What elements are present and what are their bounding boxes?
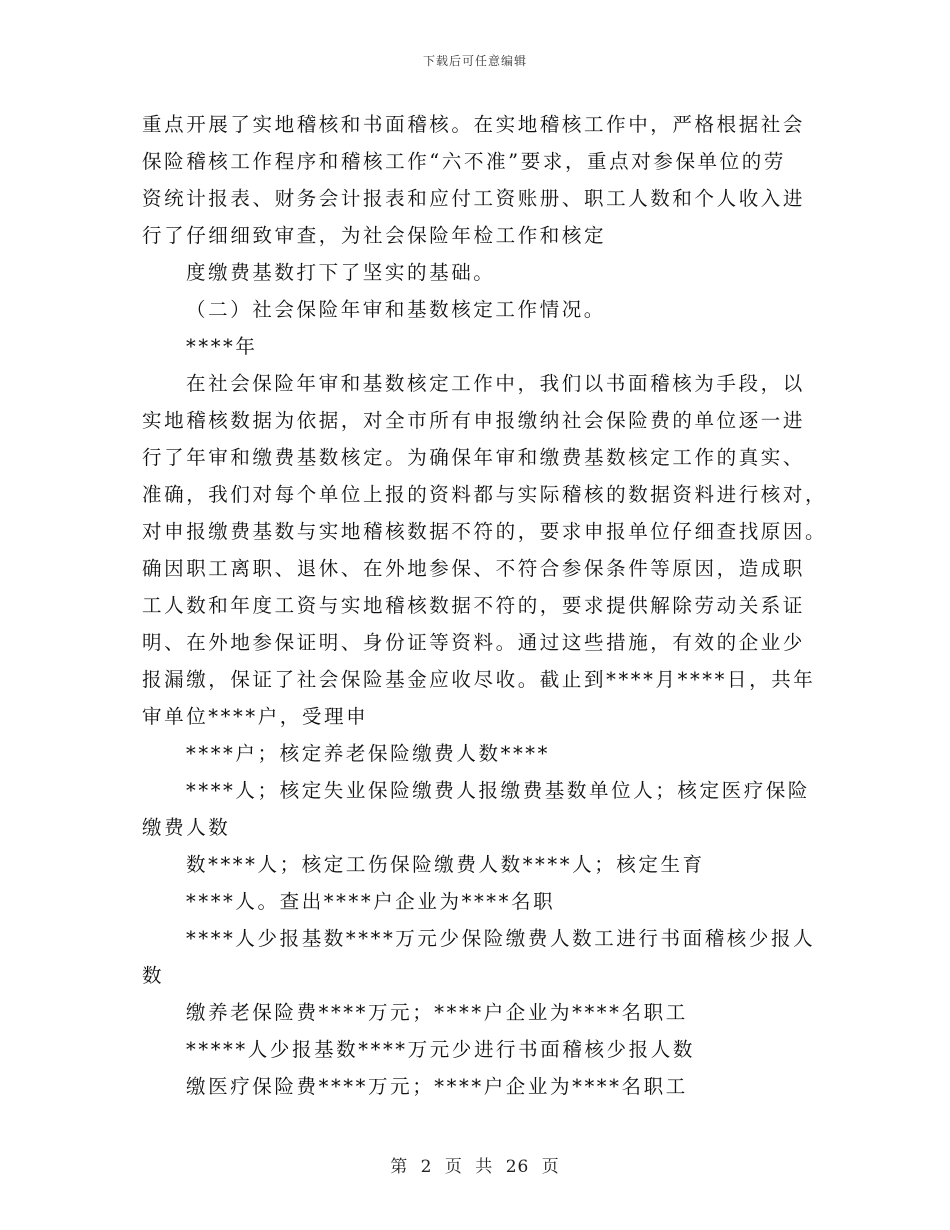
body-line: ****年	[186, 335, 258, 358]
body-line: 重点开展了实地稽核和书面稽核。在实地稽核工作中，严格根据社会	[142, 113, 806, 136]
body-line: 确因职工离职、退休、在外地参保、不符合参保条件等原因，造成职	[142, 557, 806, 580]
body-line: *****人少报基数****万元少进行书面稽核少报人数	[186, 1038, 695, 1061]
body-line: 资统计报表、财务会计报表和应付工资账册、职工人数和个人收入进	[142, 187, 806, 210]
page-header: 下载后可任意编辑	[422, 54, 527, 68]
body-line: 准确，我们对每个单位上报的资料都与实际稽核的数据资料进行核对，	[142, 483, 828, 506]
body-line: 缴费人数	[142, 816, 231, 839]
body-line: ****人少报基数****万元少保险缴费人数工进行书面稽核少报人	[186, 927, 816, 950]
body-line: 数****人；核定工伤保险缴费人数****人；核定生育	[186, 853, 705, 876]
body-line: 对申报缴费基数与实地稽核数据不符的，要求申报单位仔细查找原因。	[142, 520, 828, 543]
body-line: 行了年审和缴费基数核定。为确保年审和缴费基数核定工作的真实、	[142, 446, 806, 469]
body-line: ****人；核定失业保险缴费人报缴费基数单位人；核定医疗保险	[186, 779, 811, 802]
page-number-footer: 第 2 页 共 26 页	[390, 1157, 560, 1177]
body-line: 在社会保险年审和基数核定工作中，我们以书面稽核为手段，以	[186, 372, 805, 395]
body-line: 度缴费基数打下了坚实的基础。	[186, 261, 496, 284]
body-line: 工人数和年度工资与实地稽核数据不符的，要求提供解除劳动关系证	[142, 594, 806, 617]
body-line: 报漏缴，保证了社会保险基金应收尽收。截止到****月****日，共年	[142, 668, 816, 691]
body-line: ****人。查出****户企业为****名职	[186, 890, 556, 913]
body-line: 缴养老保险费****万元；****户企业为****名职工	[186, 1001, 688, 1024]
body-line: 实地稽核数据为依据，对全市所有申报缴纳社会保险费的单位逐一进	[142, 409, 806, 432]
body-line: 审单位****户，受理申	[142, 705, 369, 728]
section-heading: （二）社会保险年审和基数核定工作情况。	[186, 298, 606, 321]
body-line: 保险稽核工作程序和稽核工作“六不准”要求，重点对参保单位的劳	[142, 150, 786, 173]
body-line: 明、在外地参保证明、身份证等资料。通过这些措施，有效的企业少	[142, 631, 806, 654]
body-line: 行了仔细细致审查，为社会保险年检工作和核定	[142, 224, 607, 247]
document-body	[142, 106, 828, 1105]
body-line: 数	[142, 964, 165, 987]
body-line: ****户；核定养老保险缴费人数****	[186, 742, 550, 765]
body-line: 缴医疗保险费****万元；****户企业为****名职工	[186, 1075, 688, 1098]
